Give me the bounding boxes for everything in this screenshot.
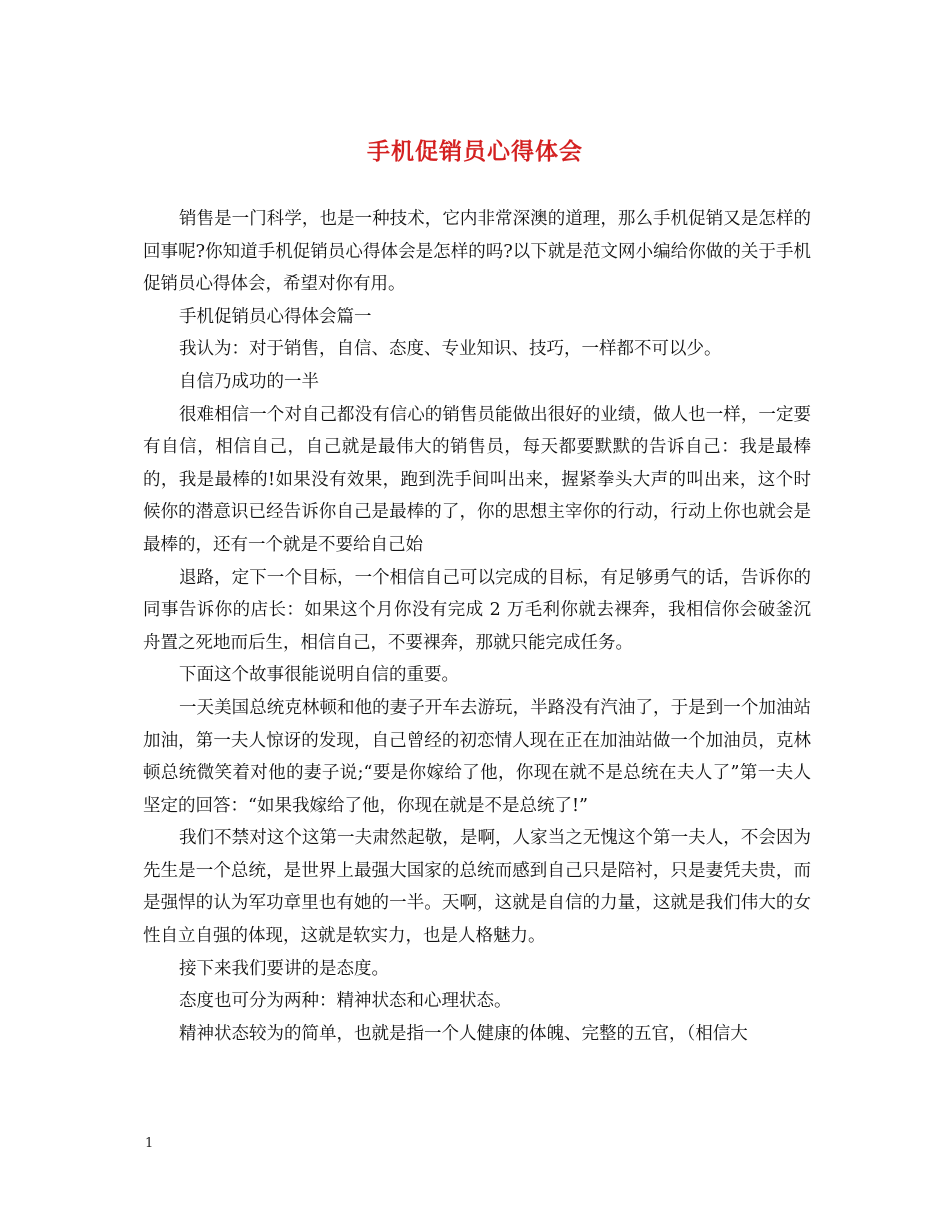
paragraph: 很难相信一个对自己都没有信心的销售员能做出很好的业绩，做人也一样，一定要有自信，相信自己，自己就是最伟大的销售员，每天都要默默的告诉自己：我是最棒的，我是最棒的!如果没有效果，跑到洗手间叫出来，握紧拳头大声的叫出来，这个时候你的潜意识已经告诉你自己是最棒的了，你的思想主宰你的行动，行动上你也就会是最棒的，还有一个就是不要给自己始 bbox=[143, 404, 811, 555]
paragraph: 态度也可分为两种：精神状态和心理状态。 bbox=[179, 991, 512, 1012]
paragraph: 我们不禁对这个这第一夫肃然起敬，是啊，人家当之无愧这个第一夫人，不会因为先生是一个总统，是世界上最强大国家的总统而感到自己只是陪衬，只是妻凭夫贵，而是强悍的认为军功章里也有她的一半。天啊，这就是自信的力量，这就是我们伟大的女性自立自强的体现，这就是软实力，也是人格魅力。 bbox=[143, 828, 811, 947]
paragraph: 退路，定下一个目标，一个相信自己可以完成的目标，有足够勇气的话，告诉你的同事告诉你的店长：如果这个月你没有完成 2 万毛利你就去裸奔，我相信你会破釜沉舟置之死地而后生，相信自己，不要裸奔，那就只能完成任务。 bbox=[143, 567, 811, 653]
paragraph-intro: 销售是一门科学，也是一种技术，它内非常深澳的道理，那么手机促销又是怎样的回事呢?你知道手机促销员心得体会是怎样的吗?以下就是范文网小编给你做的关于手机促销员心得体会，希望对你有用。 bbox=[143, 209, 811, 295]
paragraph: 一天美国总统克林顿和他的妻子开车去游玩，半路没有汽油了，于是到一个加油站加油，第一夫人惊讶的发现，自己曾经的初恋情人现在正在加油站做一个加油员，克林顿总统微笑着对他的妻子说;“要是你嫁给了他，你现在就不是总统在夫人了”第一夫人坚定的回答：“如果我嫁给了他，你现在就是不是总统了!” bbox=[143, 697, 811, 816]
paragraph-subheading: 自信乃成功的一半 bbox=[179, 371, 319, 392]
paragraph-section-heading: 手机促销员心得体会篇一 bbox=[179, 306, 372, 327]
document-title: 手机促销员心得体会 bbox=[367, 138, 583, 165]
paragraph: 下面这个故事很能说明自信的重要。 bbox=[179, 665, 459, 686]
page-number: 1 bbox=[145, 1136, 154, 1151]
paragraph: 精神状态较为的简单，也就是指一个人健康的体魄、完整的五官，（相信大 bbox=[179, 1023, 748, 1044]
paragraph: 我认为：对于销售，自信、态度、专业知识、技巧，一样都不可以少。 bbox=[179, 339, 722, 360]
document-body bbox=[143, 203, 811, 1050]
paragraph: 接下来我们要讲的是态度。 bbox=[179, 958, 389, 979]
